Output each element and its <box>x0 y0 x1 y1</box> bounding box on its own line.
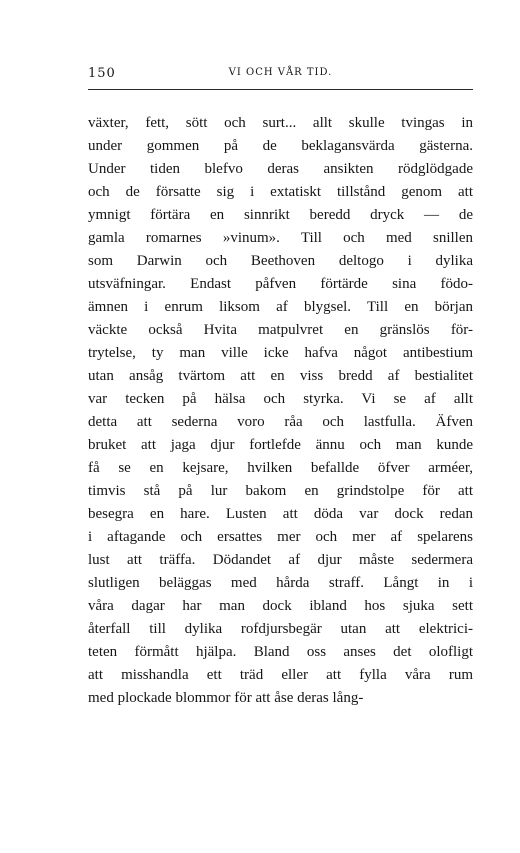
running-head <box>88 66 473 84</box>
text-line: och de försatte sig i extatiskt tillstånd genom att <box>88 184 473 200</box>
text-line: i aftagande och ersattes mer och mer af spelarens <box>88 529 473 545</box>
header-rule <box>88 89 473 90</box>
text-line: trytelse, ty man ville icke hafva något antibestium <box>88 345 473 361</box>
text-line: utan ansåg tvärtom att en viss bredd af bestialitet <box>88 368 473 384</box>
text-line: besegra en hare. Lusten att döda var dock redan <box>88 506 473 522</box>
text-line: slutligen beläggas med hårda straff. Långt in i <box>88 575 473 591</box>
text-line: lust att träffa. Dödandet af djur måste sedermera <box>88 552 473 568</box>
text-line: få se en kejsare, hvilken befallde öfver arméer, <box>88 460 473 476</box>
text-line: Under tiden blefvo deras ansikten rödglödgade <box>88 161 473 177</box>
text-line: växter, fett, sött och surt... allt skulle tvingas in <box>88 115 473 131</box>
text-line: våra dagar har man dock ibland hos sjuka sett <box>88 598 473 614</box>
text-line: väckte också Hvita matpulvret en gränslös för- <box>88 322 473 338</box>
text-line: ymnigt förtära en sinnrikt beredd dryck — de <box>88 207 473 223</box>
text-line: som Darwin och Beethoven deltogo i dylika <box>88 253 473 269</box>
page-number: 150 <box>88 66 116 81</box>
text-line: gamla romarnes »vinum». Till och med snillen <box>88 230 473 246</box>
text-line: att misshandla ett träd eller att fylla våra rum <box>88 667 473 683</box>
text-line: återfall till dylika rofdjursbegär utan att elektrici- <box>88 621 473 637</box>
text-line: teten förmått hjälpa. Bland oss anses det olofligt <box>88 644 473 660</box>
text-line: var tecken på hälsa och styrka. Vi se af allt <box>88 391 473 407</box>
text-line: under gommen på de beklagansvärda gästerna. <box>88 138 473 154</box>
text-line: med plockade blommor för att åse deras lång- <box>88 690 364 706</box>
text-line: detta att sederna voro råa och lastfulla. Äfven <box>88 414 473 430</box>
text-line: bruket att jaga djur fortlefde ännu och man kunde <box>88 437 473 453</box>
body-text <box>88 112 473 710</box>
text-line: utsväfningar. Endast påfven förtärde sina födo- <box>88 276 473 292</box>
running-title: VI OCH VÅR TID. <box>228 67 333 78</box>
text-line: timvis stå på lur bakom en grindstolpe för att <box>88 483 473 499</box>
text-line: ämnen i enrum liksom af blygsel. Till en början <box>88 299 473 315</box>
